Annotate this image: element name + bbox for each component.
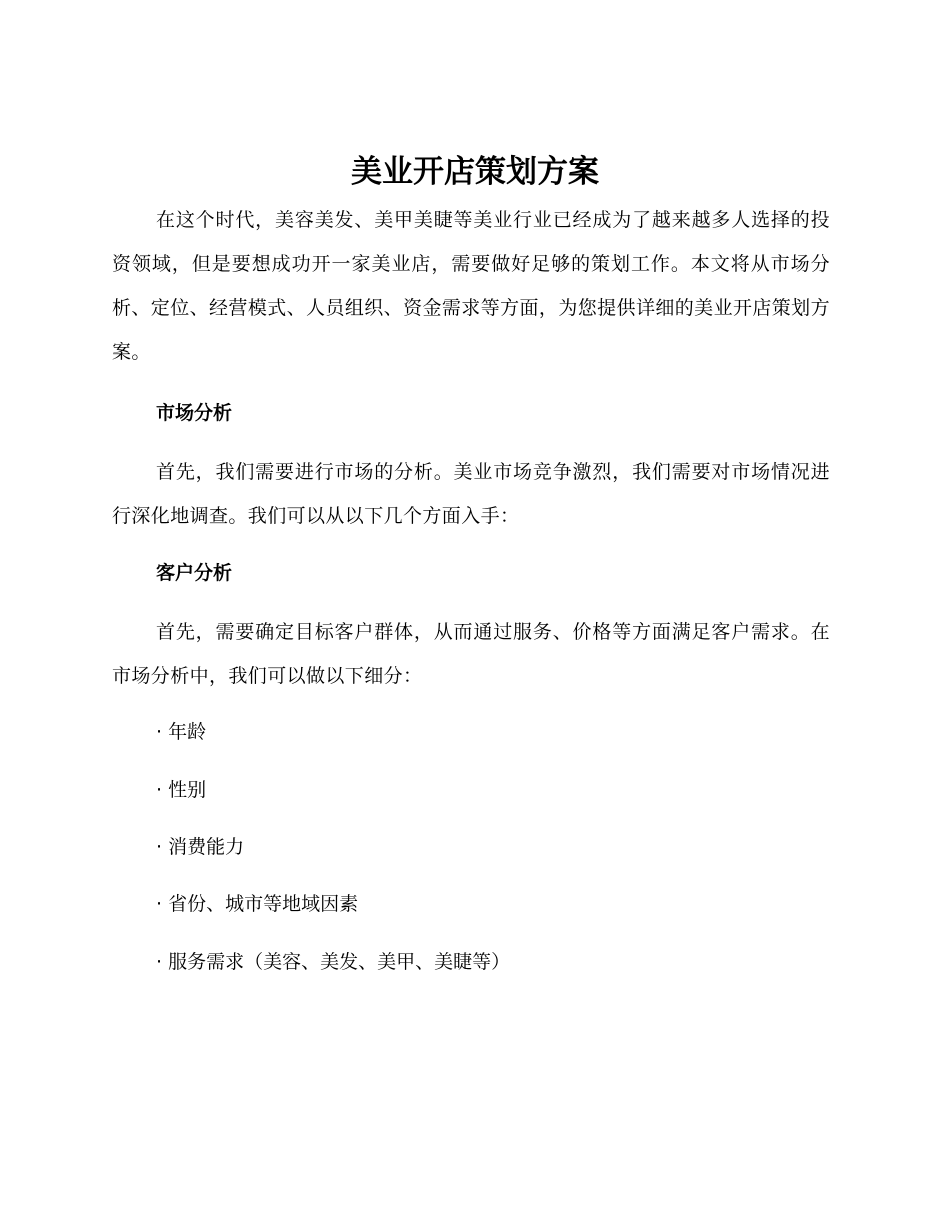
customer-analysis-heading: 客户分析	[156, 562, 233, 584]
market-analysis-heading: 市场分析	[156, 402, 233, 424]
document-title: 美业开店策划方案	[351, 154, 599, 190]
list-item-region: · 省份、城市等地域因素	[156, 893, 359, 915]
intro-paragraph: 在这个时代，美容美发、美甲美睫等美业行业已经成为了越来越多人选择的投资领域，但是要想成功开一家美业店，需要做好足够的策划工作。本文将从市场分析、定位、经营模式、人员组织、资金需求等方面，为您提供详细的美业开店策划方案。	[112, 209, 830, 363]
market-analysis-paragraph: 首先，我们需要进行市场的分析。美业市场竞争激烈，我们需要对市场情况进行深化地调查。我们可以从以下几个方面入手：	[112, 461, 830, 527]
list-item-service-needs: · 服务需求（美容、美发、美甲、美睫等）	[156, 951, 511, 973]
list-item-spending-power: · 消费能力	[156, 836, 245, 858]
list-item-age: · 年龄	[156, 721, 207, 743]
list-item-gender: · 性别	[156, 779, 207, 801]
customer-analysis-paragraph: 首先，需要确定目标客户群体，从而通过服务、价格等方面满足客户需求。在市场分析中，我们可以做以下细分：	[112, 621, 830, 687]
